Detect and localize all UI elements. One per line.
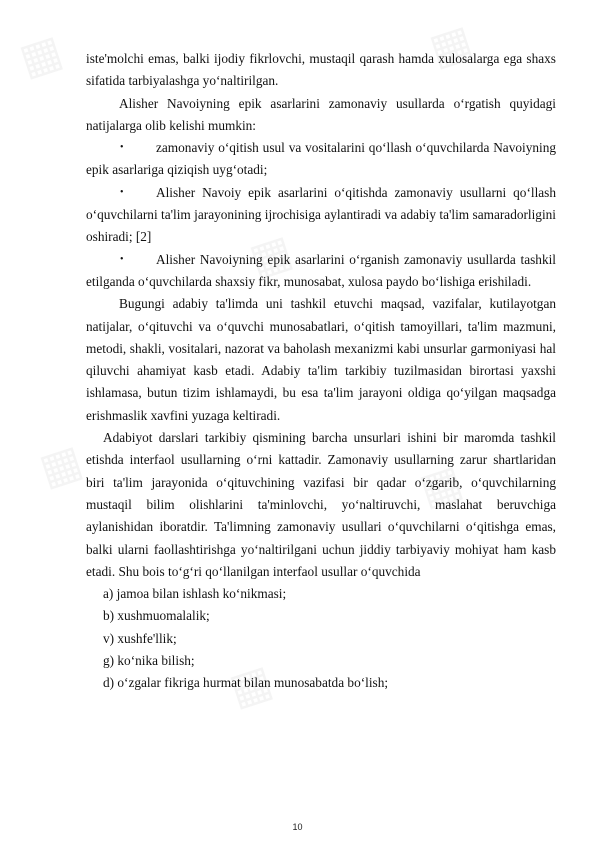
watermark: ▦ [13,24,69,87]
paragraph-intro: Alisher Navoiyning epik asarlarini zamonaviy usullarda o‘rgatish quyidagi natijalarga olib kelishi mumkin: [86,95,556,133]
paragraph-continuation: iste'molchi emas, balki ijodiy fikrlovchi, mustaqil qarash hamda xulosalarga ega shaxs sifatida tarbiyalashga yo‘naltirilgan. [86,51,556,89]
watermark: ▦ [243,224,299,287]
document-body [86,48,556,695]
list-item: v) xushfe'llik; [103,630,177,646]
bullet-item [86,182,556,249]
list-item: d) o‘zgalar fikriga hurmat bilan munosabatda bo‘lish; [103,675,389,691]
list-item: b) xushmuomalalik; [103,608,210,624]
bullet-dot: • [120,253,124,265]
watermark: ▦ [413,454,469,517]
paragraph-interfaol: Adabiyot darslari tarkibiy qismining barcha unsurlari ishini bir maromda tashkil etishda interfaol usullarning o‘rni kattadir. Zamonaviy usullarning zarur shartlaridan biri ta'lim jarayonida o‘qituvchining vazifasi bir qadar o‘zgarib, o‘quvchilarning mustaqil bilim olishlarini ta'minlovchi, yo‘naltiruvchi, maslahat beruvchiga aylanishidan iboratdir. Ta'limning zamonaviy usullari o‘quvchilarni o‘qitishga emas, balki ularni faollashtirishga yo‘naltirilgani uchun jiddiy tarbiyaviy mohiyat ham kasb etadi. Shu bois to‘g‘ri qo‘llanilgan interfaol usullar o‘quvchida [86,430,556,579]
watermark: ▦ [33,434,89,497]
bullet-dot: • [120,142,124,154]
list-item: a) jamoa bilan ishlash ko‘nikmasi; [103,586,287,602]
skills-list [86,583,556,694]
watermark: ▦ [223,654,279,717]
page-number: 10 [292,822,303,832]
bullet-text: Alisher Navoiy epik asarlarini o‘qitishda zamonaviy usullarni qo‘llash o‘quvchilarni ta'lim jarayonining ijrochisiga aylantiradi va adabiy ta'lim samaradorligini oshiradi; [2] [86,184,556,245]
bullet-text: Alisher Navoiyning epik asarlarini o‘rganish zamonaviy usullarda tashkil etilganda o‘quvchilarda shaxsiy fikr, munosabat, xulosa paydo bo‘lishiga erishiladi. [86,251,556,289]
bullet-item [86,137,556,182]
bullet-dot: • [120,186,124,198]
list-item: g) ko‘nika bilish; [103,653,195,669]
watermark: ▦ [423,14,479,77]
paragraph-adabiy-talim: Bugungi adabiy ta'limda uni tashkil etuvchi maqsad, vazifalar, kutilayotgan natijalar, o‘qituvchi va o‘quvchi munosabatlari, o‘qitish tamoyillari, ta'lim mazmuni, metodi, shakli, vositalari, nazorat va baholash mexanizmi kabi unsurlar garmoniyasi hal qiluvchi ahamiyat kasb etadi. Adabiy ta'lim tarkibiy tuzilmasidan birortasi yaxshi ishlamasa, butun tizim ishlamaydi, bu esa ta'lim jarayoni oldiga qo‘yilgan maqsadga erishmaslik xavfini yuzaga keltiradi. [86,296,556,423]
bullet-text: zamonaviy o‘qitish usul va vositalarini qo‘llash o‘quvchilarda Navoiyning epik asarlariga qiziqish uyg‘otadi; [86,140,556,178]
bullet-item [86,249,556,294]
